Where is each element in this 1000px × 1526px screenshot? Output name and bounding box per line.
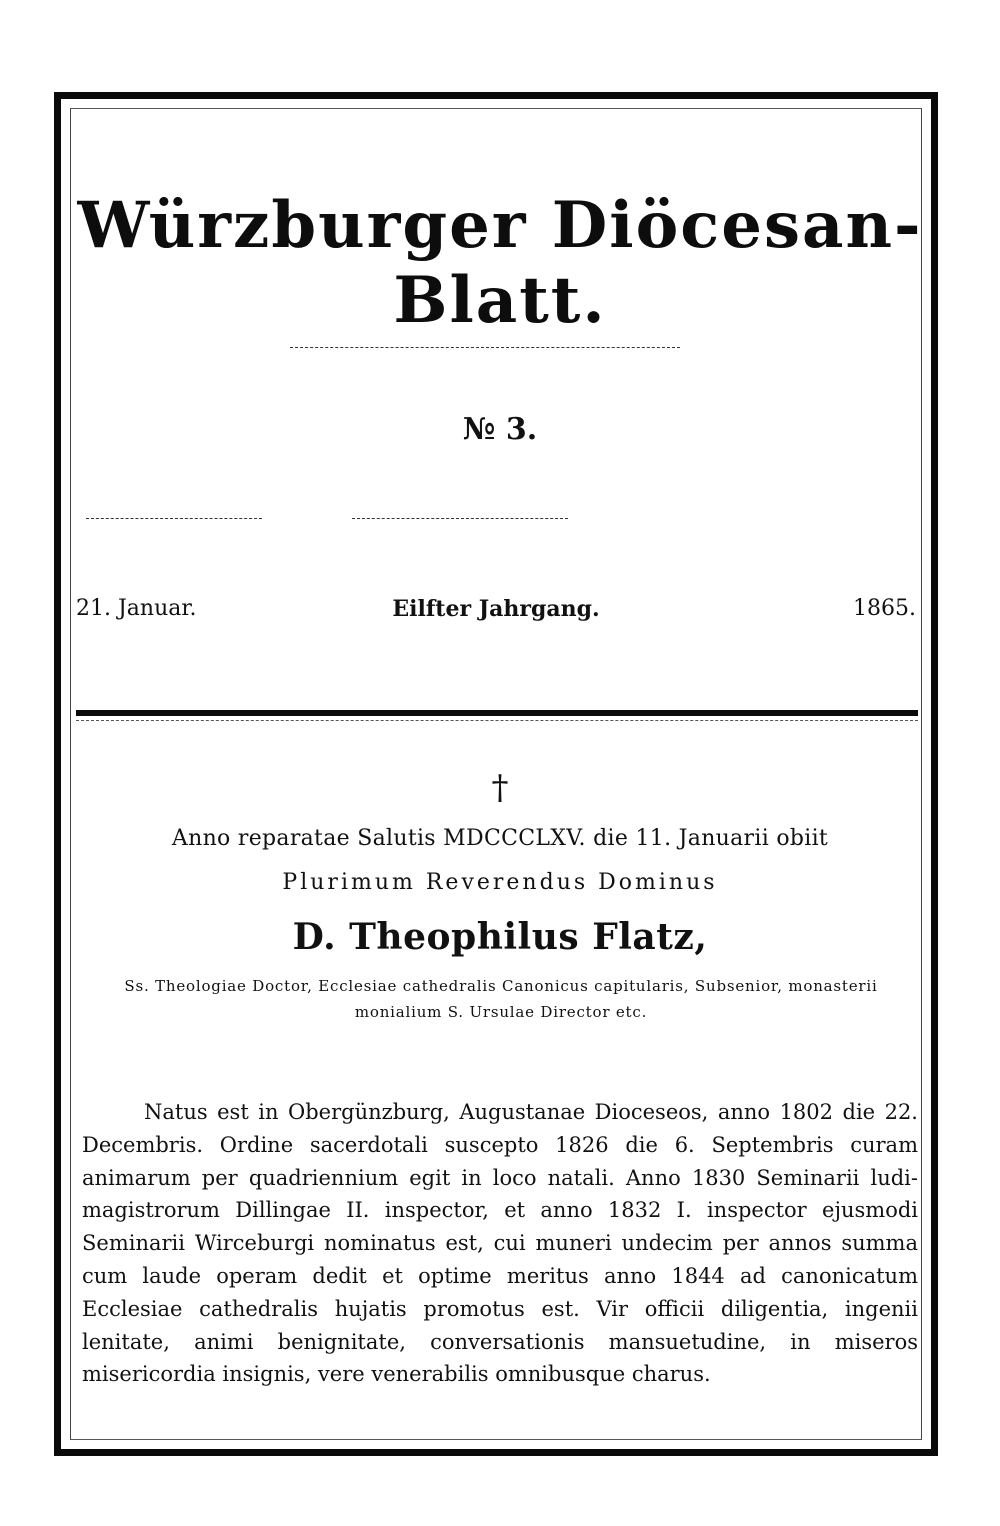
volume-label: Eilfter Jahrgang. [392, 596, 600, 622]
issue-number: № 3. [462, 412, 538, 447]
issue-year: 1865. [853, 596, 916, 621]
deceased-titles: Ss. Theologiae Doctor, Ecclesiae cathedralis Canonicus capitularis, Subsenior, monasterii monialium S. Ursulae Director etc. [124, 977, 878, 1021]
obituary-intro: Anno reparatae Salutis MDCCCLXV. die 11. Januarii obiit [171, 826, 829, 851]
masthead-title: Würzburger Diöcesan-Blatt. [77, 188, 923, 338]
issue-divider-right [352, 518, 568, 519]
header-rule [76, 710, 918, 716]
deceased-name: D. Theophilus Flatz, [292, 916, 708, 958]
obituary-honorific: Plurimum Reverendus Dominus [282, 870, 718, 895]
cross-icon: † [491, 768, 509, 808]
title-divider [290, 347, 680, 348]
header-rule-thin [76, 720, 918, 721]
obituary-body: Natus est in Obergünzburg, Augustanae Dioceseos, anno 1802 die 22. Decembris. Ordine sacerdotali suscepto 1826 die 6. Septembris curam animarum per quadriennium egit in loco natali. Anno 1830 Seminarii ludi-magistrorum Dillingae II. inspector, et anno 1832 I. inspector ejusmodi Seminarii Wirceburgi nominatus est, cui muneri undecim per annos summa cum laude operam dedit et optime meritus anno 1844 ad canonicatum Ecclesiae cathedralis hujatis promotus est. Vir officii diligentia, ingenii lenitate, animi benignitate, conversationis mansuetudine, in miseros misericordia insignis, vere venerabilis omnibusque charus. [82, 1100, 918, 1387]
issue-date: 21. Januar. [76, 596, 197, 621]
issue-divider-left [86, 518, 262, 519]
